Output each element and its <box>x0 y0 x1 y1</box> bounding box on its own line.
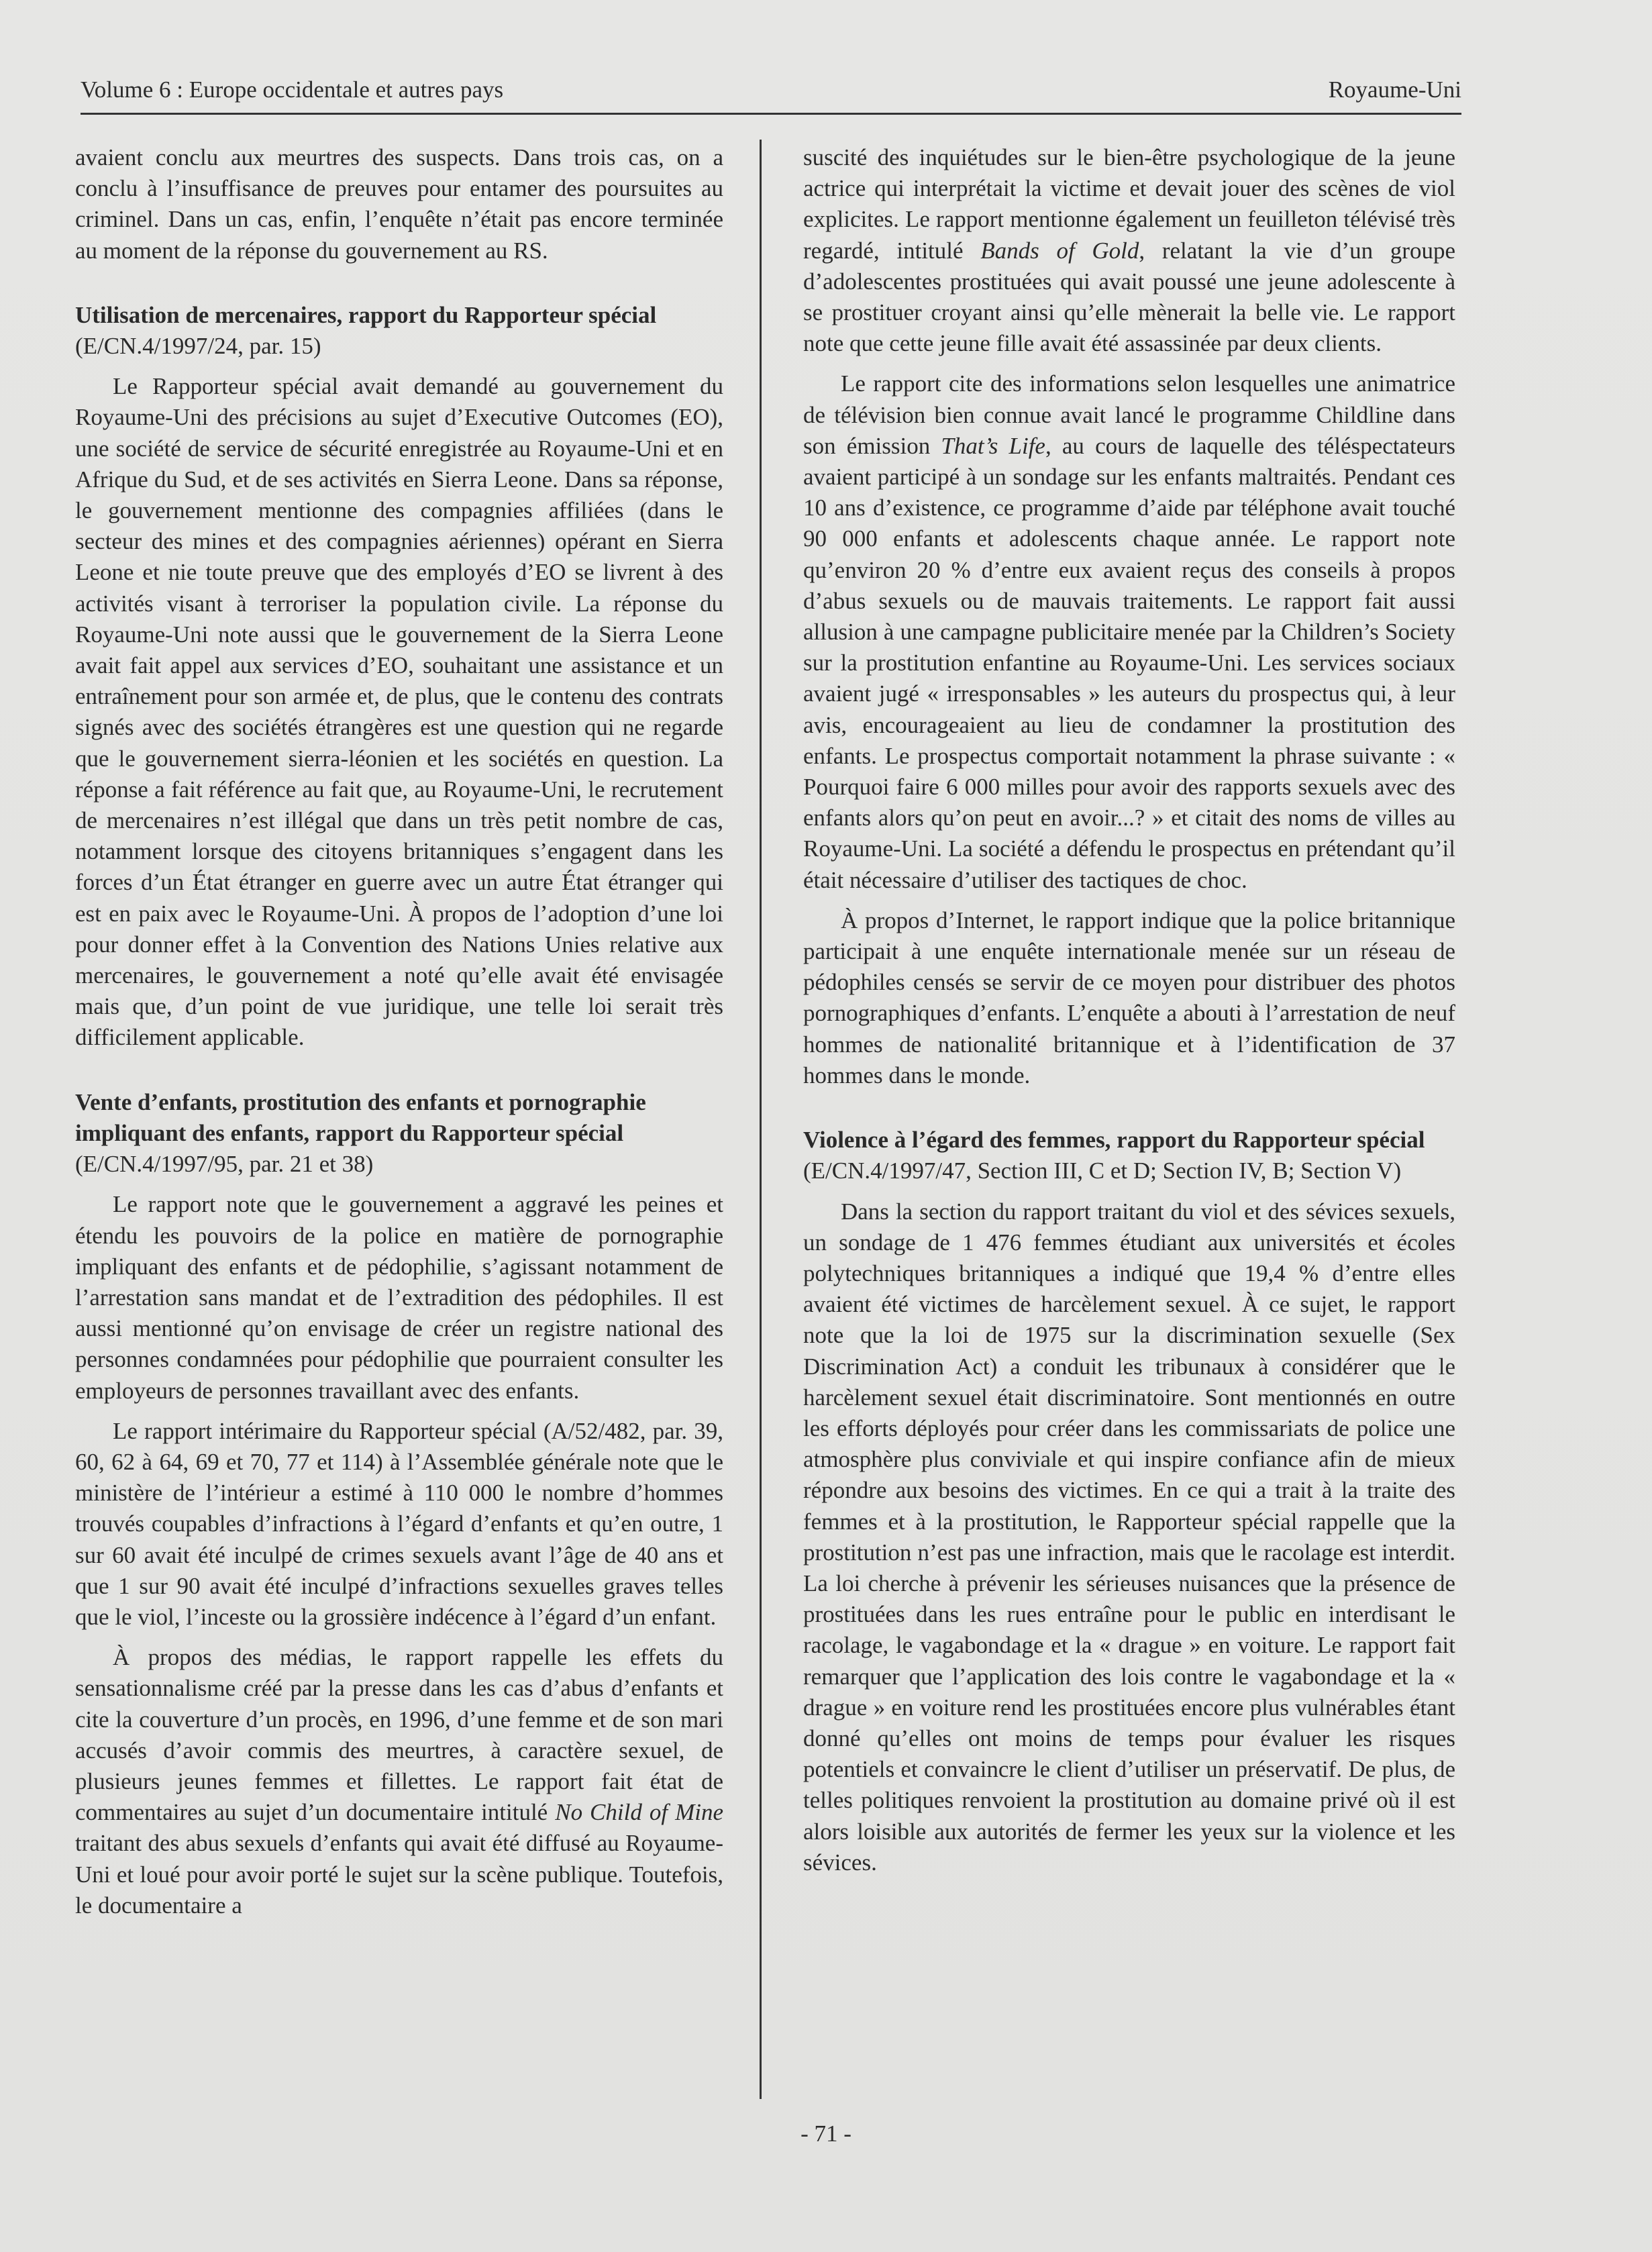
section-heading-mercenaires <box>75 300 723 362</box>
heading-title: Utilisation de mercenaires, rapport du Rapporteur spécial <box>75 301 657 328</box>
header-country: Royaume-Uni <box>1328 76 1461 103</box>
paragraph: Le rapport intérimaire du Rapporteur spécial (A/52/482, par. 39, 60, 62 à 64, 69 et 70, 77 et 114) à l’Assemblée générale note que le ministère de l’intérieur a estimé à 110 000 le nombre d’hommes trouvés coupables d’infractions à l’égard d’enfants et qu’en outre, 1 sur 60 avait été inculpé de crimes sexuels avant l’âge de 40 ans et que 1 sur 90 avait été inculpé d’infractions sexuelles graves telles que le viol, l’inceste ou la grossière indécence à l’égard d’un enfant. <box>75 1417 723 1630</box>
paragraph: Le Rapporteur spécial avait demandé au gouvernement du Royaume-Uni des précisions au sujet d’Executive Outcomes (EO), une société de service de sécurité enregistrée au Royaume-Uni et en Afrique du Sud, et de ses activités en Sierra Leone. Dans sa réponse, le gouvernement mentionne des compagnies affiliées (dans le secteur des mines et des compagnies aériennes) opérant en Sierra Leone et nie toute preuve que des employés d’EO se livrent à des activités visant à terroriser la population civile. La réponse du Royaume-Uni note aussi que le gouvernement de la Sierra Leone avait fait appel aux services d’EO, souhaitant une assistance et un entraînement pour son armée et, de plus, que le contenu des contrats signés avec des sociétés étrangères est une question qui ne regarde que le gouvernement sierra-léonien et les sociétés en question. La réponse a fait référence au fait que, au Royaume-Uni, le recrutement de mercenaires n’est illégal que dans un très petit nombre de cas, notamment lorsque des citoyens britanniques s’engagent dans les forces d’un État étranger en guerre avec un autre État étranger qui est en paix avec le Royaume-Uni. À propos de l’adoption d’une loi pour donner effet à la Convention des Nations Unies relative aux mercenaires, le gouvernement a noté qu’elle avait été envisagée mais que, d’un point de vue juridique, une telle loi serait très difficilement applicable. <box>75 373 723 1051</box>
paragraph <box>803 142 1455 359</box>
heading-reference: (E/CN.4/1997/95, par. 21 et 38) <box>75 1151 374 1178</box>
page-number: - 71 - <box>801 2120 851 2147</box>
column-divider <box>760 140 762 2099</box>
paragraph: Le rapport note que le gouvernement a aggravé les peines et étendu les pouvoirs de la police en matière de pornographie impliquant des enfants et de pédophilie, s’agissant notamment de l’arrestation sans mandat et de l’extradition des pédophiles. Il est aussi mentionné qu’on envisage de créer un registre national des personnes condamnées pour pédophilie que pourraient consulter les employeurs de personnes travaillant avec des enfants. <box>75 1191 723 1404</box>
heading-reference: (E/CN.4/1997/24, par. 15) <box>75 333 321 360</box>
running-header <box>81 72 1461 115</box>
heading-title: Violence à l’égard des femmes, rapport du Rapporteur spécial <box>803 1127 1425 1154</box>
left-column <box>75 142 723 1931</box>
right-column <box>803 142 1455 1888</box>
paragraph <box>75 1642 723 1921</box>
heading-reference: (E/CN.4/1997/47, Section III, C et D; Section IV, B; Section V) <box>803 1158 1402 1184</box>
documentary-title: No Child of Mine <box>555 1799 723 1826</box>
paragraph-text: suscité des inquiétudes sur le bien-être psychologique de la jeune actrice qui interprétait la victime et devait jouer des scènes de viol explicites. Le rapport mentionne également un feuilleton télévisé très regardé, intitulé <box>803 144 1455 264</box>
paragraph: À propos d’Internet, le rapport indique que la police britannique participait à une enquête internationale menée sur un réseau de pédophiles censés se servir de ce moyen pour distribuer des photos pornographiques d’enfants. L’enquête a abouti à l’arrestation de neuf hommes de nationalité britannique et à l’identification de 37 hommes dans le monde. <box>803 907 1455 1088</box>
paragraph-text: Le rapport cite des informations selon lesquelles une animatrice de télévision bien connue avait lancé le programme Childline dans son émission <box>803 370 1455 459</box>
series-title: Bands of Gold <box>980 237 1139 264</box>
show-title: That’s Life <box>941 432 1045 459</box>
header-volume-title: Volume 6 : Europe occidentale et autres pays <box>81 76 504 103</box>
paragraph: Dans la section du rapport traitant du viol et des sévices sexuels, un sondage de 1 476 femmes étudiant aux universités et écoles polytechniques britanniques a indiqué que 19,4 % d’entre elles avaient été victimes de harcèlement sexuel. À ce sujet, le rapport note que la loi de 1975 sur la discrimination sexuelle (Sex Discrimination Act) a conduit les tribunaux à considérer que le harcèlement sexuel était discriminatoire. Sont mentionnés en outre les efforts déployés pour créer dans les commissariats de police une atmosphère plus conviviale et qui inspire confiance afin de mieux répondre aux besoins des victimes. En ce qui a trait à la traite des femmes et à la prostitution, le Rapporteur spécial rappelle que la prostitution n’est pas une infraction, mais que le racolage est interdit. La loi cherche à prévenir les sérieuses nuisances que la présence de prostituées dans les rues entraîne pour le public en interdisant le racolage, le vagabondage et la « drague » en voiture. Le rapport fait remarquer que l’application des lois contre le vagabondage et la « drague » en voiture rend les prostituées encore plus vulnérables étant donné qu’elles ont moins de temps pour évaluer les risques potentiels et convaincre le client d’utiliser un préservatif. De plus, de telles politiques renvoient la prostitution au domaine privé où il est alors loisible aux autorités de fermer les yeux sur la violence et les sévices. <box>803 1198 1455 1876</box>
paragraph-text: À propos des médias, le rapport rappelle les effets du sensationnalisme créé par la presse dans les cas d’abus d’enfants et cite la couverture d’un procès, en 1996, d’une femme et de son mari accusés d’avoir commis des meurtres, à caractère sexuel, de plusieurs jeunes femmes et fillettes. Le rapport fait état de commentaires au sujet d’un documentaire intitulé <box>75 1644 723 1826</box>
paragraph-text: traitant des abus sexuels d’enfants qui avait été diffusé au Royaume-Uni et loué pour avoir porté le sujet sur la scène publique. Toutefois, le documentaire a <box>75 1830 723 1918</box>
section-heading-vente-enfants <box>75 1087 723 1180</box>
section-heading-violence-femmes <box>803 1125 1455 1186</box>
paragraph: avaient conclu aux meurtres des suspects. Dans trois cas, on a conclu à l’insuffisance de preuves pour entamer des poursuites au criminel. Dans un cas, enfin, l’enquête n’était pas encore terminée au moment de la réponse du gouvernement au RS. <box>75 144 723 264</box>
paragraph-text: , relatant la vie d’un groupe d’adolescentes prostituées qui avait poussé une jeune adolescente à se prostituer croyant ainsi qu’elle mènerait la belle vie. Le rapport note que cette jeune fille avait été assassinée par deux clients. <box>803 237 1456 357</box>
paragraph <box>803 368 1455 895</box>
heading-title: Vente d’enfants, prostitution des enfants et pornographie impliquant des enfants, rapport du Rapporteur spécial <box>75 1088 646 1146</box>
paragraph-text: , au cours de laquelle des téléspectateurs avaient participé à un sondage sur les enfants maltraités. Pendant ces 10 ans d’existence, ce programme d’aide par téléphone avait touché 90 000 enfants et adolescents chaque année. Le rapport note qu’environ 20 % d’entre eux avaient reçus des conseils à propos d’abus sexuels ou de mauvais traitements. Le rapport fait aussi allusion à une campagne publicitaire menée par la Children’s Society sur la prostitution enfantine au Royaume-Uni. Les services sociaux avaient jugé « irresponsables » les auteurs du prospectus qui, à leur avis, encourageaient au lieu de condamner la prostitution des enfants. Le prospectus comportait notamment la phrase suivante : « Pourquoi faire 6 000 milles pour avoir des rapports sexuels avec des enfants alors qu’on peut en avoir...? » et citait des noms de villes au Royaume-Uni. La société a défendu le prospectus en prétendant qu’il était nécessaire d’utiliser des tactiques de choc. <box>803 432 1456 893</box>
